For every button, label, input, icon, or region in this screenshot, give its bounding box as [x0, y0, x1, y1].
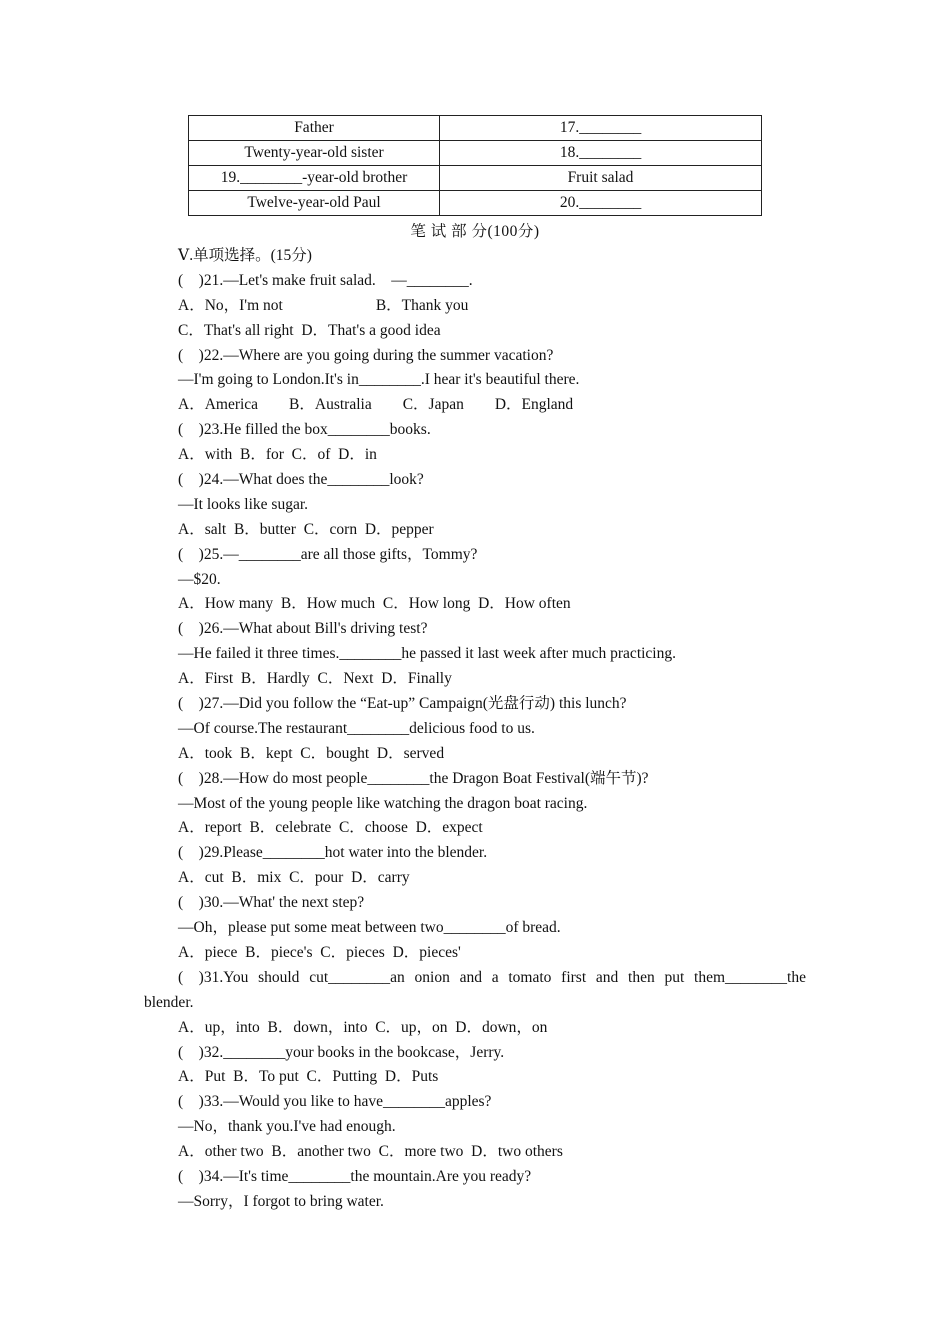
table-cell: 17.________ [440, 116, 762, 141]
word: tomato [508, 968, 552, 986]
question-line: —He failed it three times.________he passed it last week after much practicing. [178, 645, 676, 663]
table-cell: 18.________ [440, 141, 762, 166]
word: first [561, 968, 587, 986]
option-line: A．cut B．mix C．pour D．carry [178, 869, 410, 887]
table-cell: 20.________ [440, 191, 762, 216]
question-line: —Most of the young people like watching the dragon boat racing. [178, 794, 588, 812]
question-line: ( )21.—Let's make fruit salad. —________. [178, 271, 473, 289]
question-31-line [178, 966, 806, 991]
section-title: 笔 试 部 分(100分) [410, 223, 540, 240]
question-line: —Oh，please put some meat between two________of bread. [178, 919, 561, 937]
question-line: —$20. [178, 570, 221, 588]
question-line: —No，thank you.I've had enough. [178, 1118, 396, 1136]
question-line: ( )30.—What' the next step? [178, 894, 365, 912]
question-line: ( )23.He filled the box________books. [178, 421, 431, 439]
option-line: A．No，I'm not B．Thank you [178, 296, 469, 314]
option-line: A．piece B．piece's C．pieces D．pieces' [178, 943, 461, 961]
question-line: ( )32.________your books in the bookcase，Jerry. [178, 1043, 505, 1061]
question-line: ( )28.—How do most people________the Dragon Boat Festival(端午节)? [178, 769, 649, 787]
option-line: A．How many B．How much C．How long D．How often [178, 595, 571, 613]
table-row [189, 141, 762, 166]
option-line: A．First B．Hardly C．Next D．Finally [178, 670, 452, 688]
table-row [189, 191, 762, 216]
table-cell: 19.________-year-old brother [189, 166, 440, 191]
option-line: A．Put B．To put C．Putting D．Puts [178, 1068, 439, 1086]
question-line: ( )27.—Did you follow the “Eat-up” Campaign(光盘行动) this lunch? [178, 695, 627, 713]
question-line: ( )25.—________are all those gifts，Tommy? [178, 545, 478, 563]
option-line: A．other two B．another two C．more two D．two others [178, 1143, 563, 1161]
word: and [595, 968, 619, 986]
question-line: ( )24.—What does the________look? [178, 471, 424, 489]
table-cell: Father [189, 116, 440, 141]
question-line: —Sorry，I forgot to bring water. [178, 1192, 384, 1210]
word: should [258, 968, 300, 986]
option-line: A．report B．celebrate C．choose D．expect [178, 819, 483, 837]
question-line: ( )29.Please________hot water into the blender. [178, 844, 488, 862]
option-line: A．America B．Australia C．Japan D．England [178, 396, 574, 414]
question-line: ( )22.—Where are you going during the summer vacation? [178, 346, 554, 364]
word: and [459, 968, 482, 986]
table-row [189, 166, 762, 191]
table-cell: Twelve-year-old Paul [189, 191, 440, 216]
answer-table [188, 115, 762, 216]
question-line: —It looks like sugar. [178, 495, 309, 513]
word: a [491, 968, 499, 986]
table-cell: Fruit salad [440, 166, 762, 191]
question-line: —I'm going to London.It's in________.I hear it's beautiful there. [178, 371, 580, 389]
question-line: —Of course.The restaurant________delicious food to us. [178, 719, 535, 737]
option-line: C．That's all right D．That's a good idea [178, 321, 441, 339]
word: cut________an [309, 968, 405, 986]
word: onion [414, 968, 450, 986]
option-line: A．with B．for C．of D．in [178, 446, 377, 464]
question-31-continuation: blender. [144, 993, 194, 1011]
table-row [189, 116, 762, 141]
part-heading: Ⅴ.单项选择。(15分) [178, 247, 312, 264]
option-line: A．up，into B．down，into C．up，on D．down，on [178, 1018, 548, 1036]
table-cell: Twenty-year-old sister [189, 141, 440, 166]
option-line: A．salt B．butter C．corn D．pepper [178, 520, 434, 538]
question-line: ( )33.—Would you like to have________apples? [178, 1093, 492, 1111]
word: ( )31.You [178, 968, 249, 986]
word: then [628, 968, 655, 986]
question-list [144, 244, 818, 1215]
question-line: ( )34.—It's time________the mountain.Are you ready? [178, 1167, 532, 1185]
word: them________the [694, 968, 806, 986]
question-line: ( )26.—What about Bill's driving test? [178, 620, 428, 638]
word: put [664, 968, 685, 986]
option-line: A．took B．kept C．bought D．served [178, 744, 445, 762]
